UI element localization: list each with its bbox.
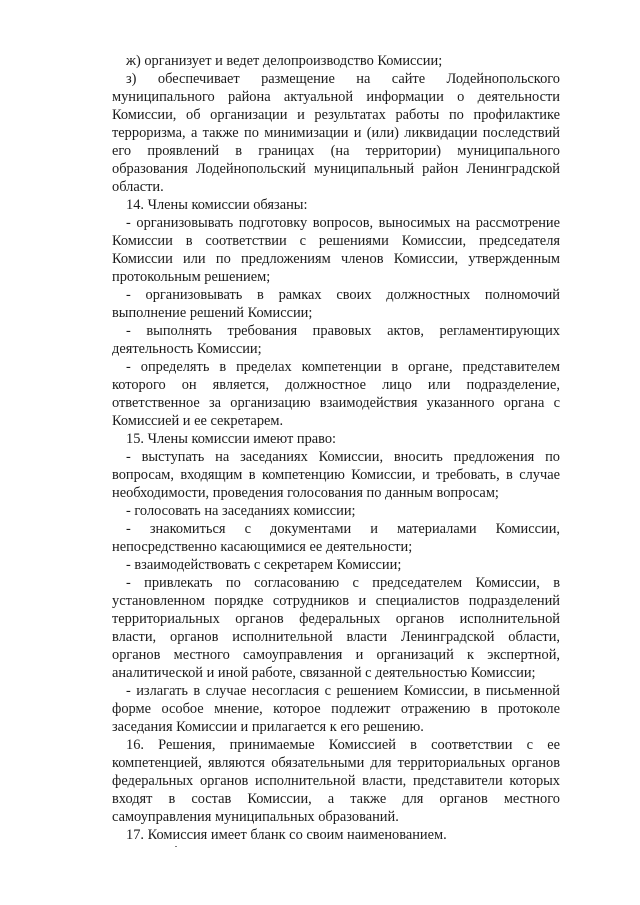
item-zh-paragraph: ж) организует и ведет делопроизводство Комиссии; [126, 53, 443, 69]
right-item: - выступать на заседаниях Комиссии, вносить предложения по вопросам, входящим в компетенцию Комиссии, и требовать, в случае необходимости, проведения голосования по данным вопросам; [112, 449, 560, 501]
right-item: - голосовать на заседаниях комиссии; [126, 503, 356, 519]
duty-item: - организовывать подготовку вопросов, выносимых на рассмотрение Комиссии в соответствии с решениями Комиссии, председателя Комиссии или по предложениям членов Комиссии, утвержденным протокольным решением; [112, 215, 560, 285]
item-z-paragraph: з) обеспечивает размещение на сайте Лодейнопольского муниципального района актуальной информации о деятельности Комиссии, об организации и результатах работы по профилактике терроризма, а также по минимизации и (или) ликвидации последствий его проявлений в границах (на территории) муниципального образования Лодейнопольский муниципальный район Ленинградской области. [112, 71, 560, 195]
section-15-heading: 15. Члены комиссии имеют право: [126, 431, 337, 447]
right-item: - взаимодействовать с секретарем Комиссии; [126, 557, 402, 573]
section-14-heading: 14. Члены комиссии обязаны: [126, 197, 308, 213]
right-item: - знакомиться с документами и материалами Комиссии, непосредственно касающимися ее деятельности; [112, 521, 560, 555]
duty-item: - определять в пределах компетенции в органе, представителем которого он является, должностное лицо или подразделение, ответственное за организацию взаимодействия указанного органа с Комиссией и ее секретарем. [112, 359, 560, 429]
duty-item: - организовывать в рамках своих должностных полномочий выполнение решений Комиссии; [112, 287, 560, 321]
section-17-paragraph: 17. Комиссия имеет бланк со своим наименованием. [126, 827, 447, 843]
section-16-paragraph: 16. Решения, принимаемые Комиссией в соответствии с ее компетенцией, являются обязательными для территориальных органов федеральных органов исполнительной власти, представители которых входят в состав Комиссии, а также для органов местного самоуправления муниципальных образований. [112, 737, 560, 825]
right-item: - привлекать по согласованию с председателем Комиссии, в установленном порядке сотрудников и специалистов подразделений территориальных органов федеральных органов исполнительной власти, органов исполнительной власти Ленинградской области, органов местного самоуправления и организаций к экспертной, аналитической и иной работе, связанной с деятельностью Комиссии; [112, 575, 560, 681]
duty-item: - выполнять требования правовых актов, регламентирующих деятельность Комиссии; [112, 323, 560, 357]
right-item: - излагать в случае несогласия с решением Комиссии, в письменной форме особое мнение, которое подлежит отражению в протоколе заседания Комиссии и прилагается к его решению. [112, 683, 560, 735]
document-body [112, 52, 560, 844]
scan-speck [175, 846, 177, 847]
